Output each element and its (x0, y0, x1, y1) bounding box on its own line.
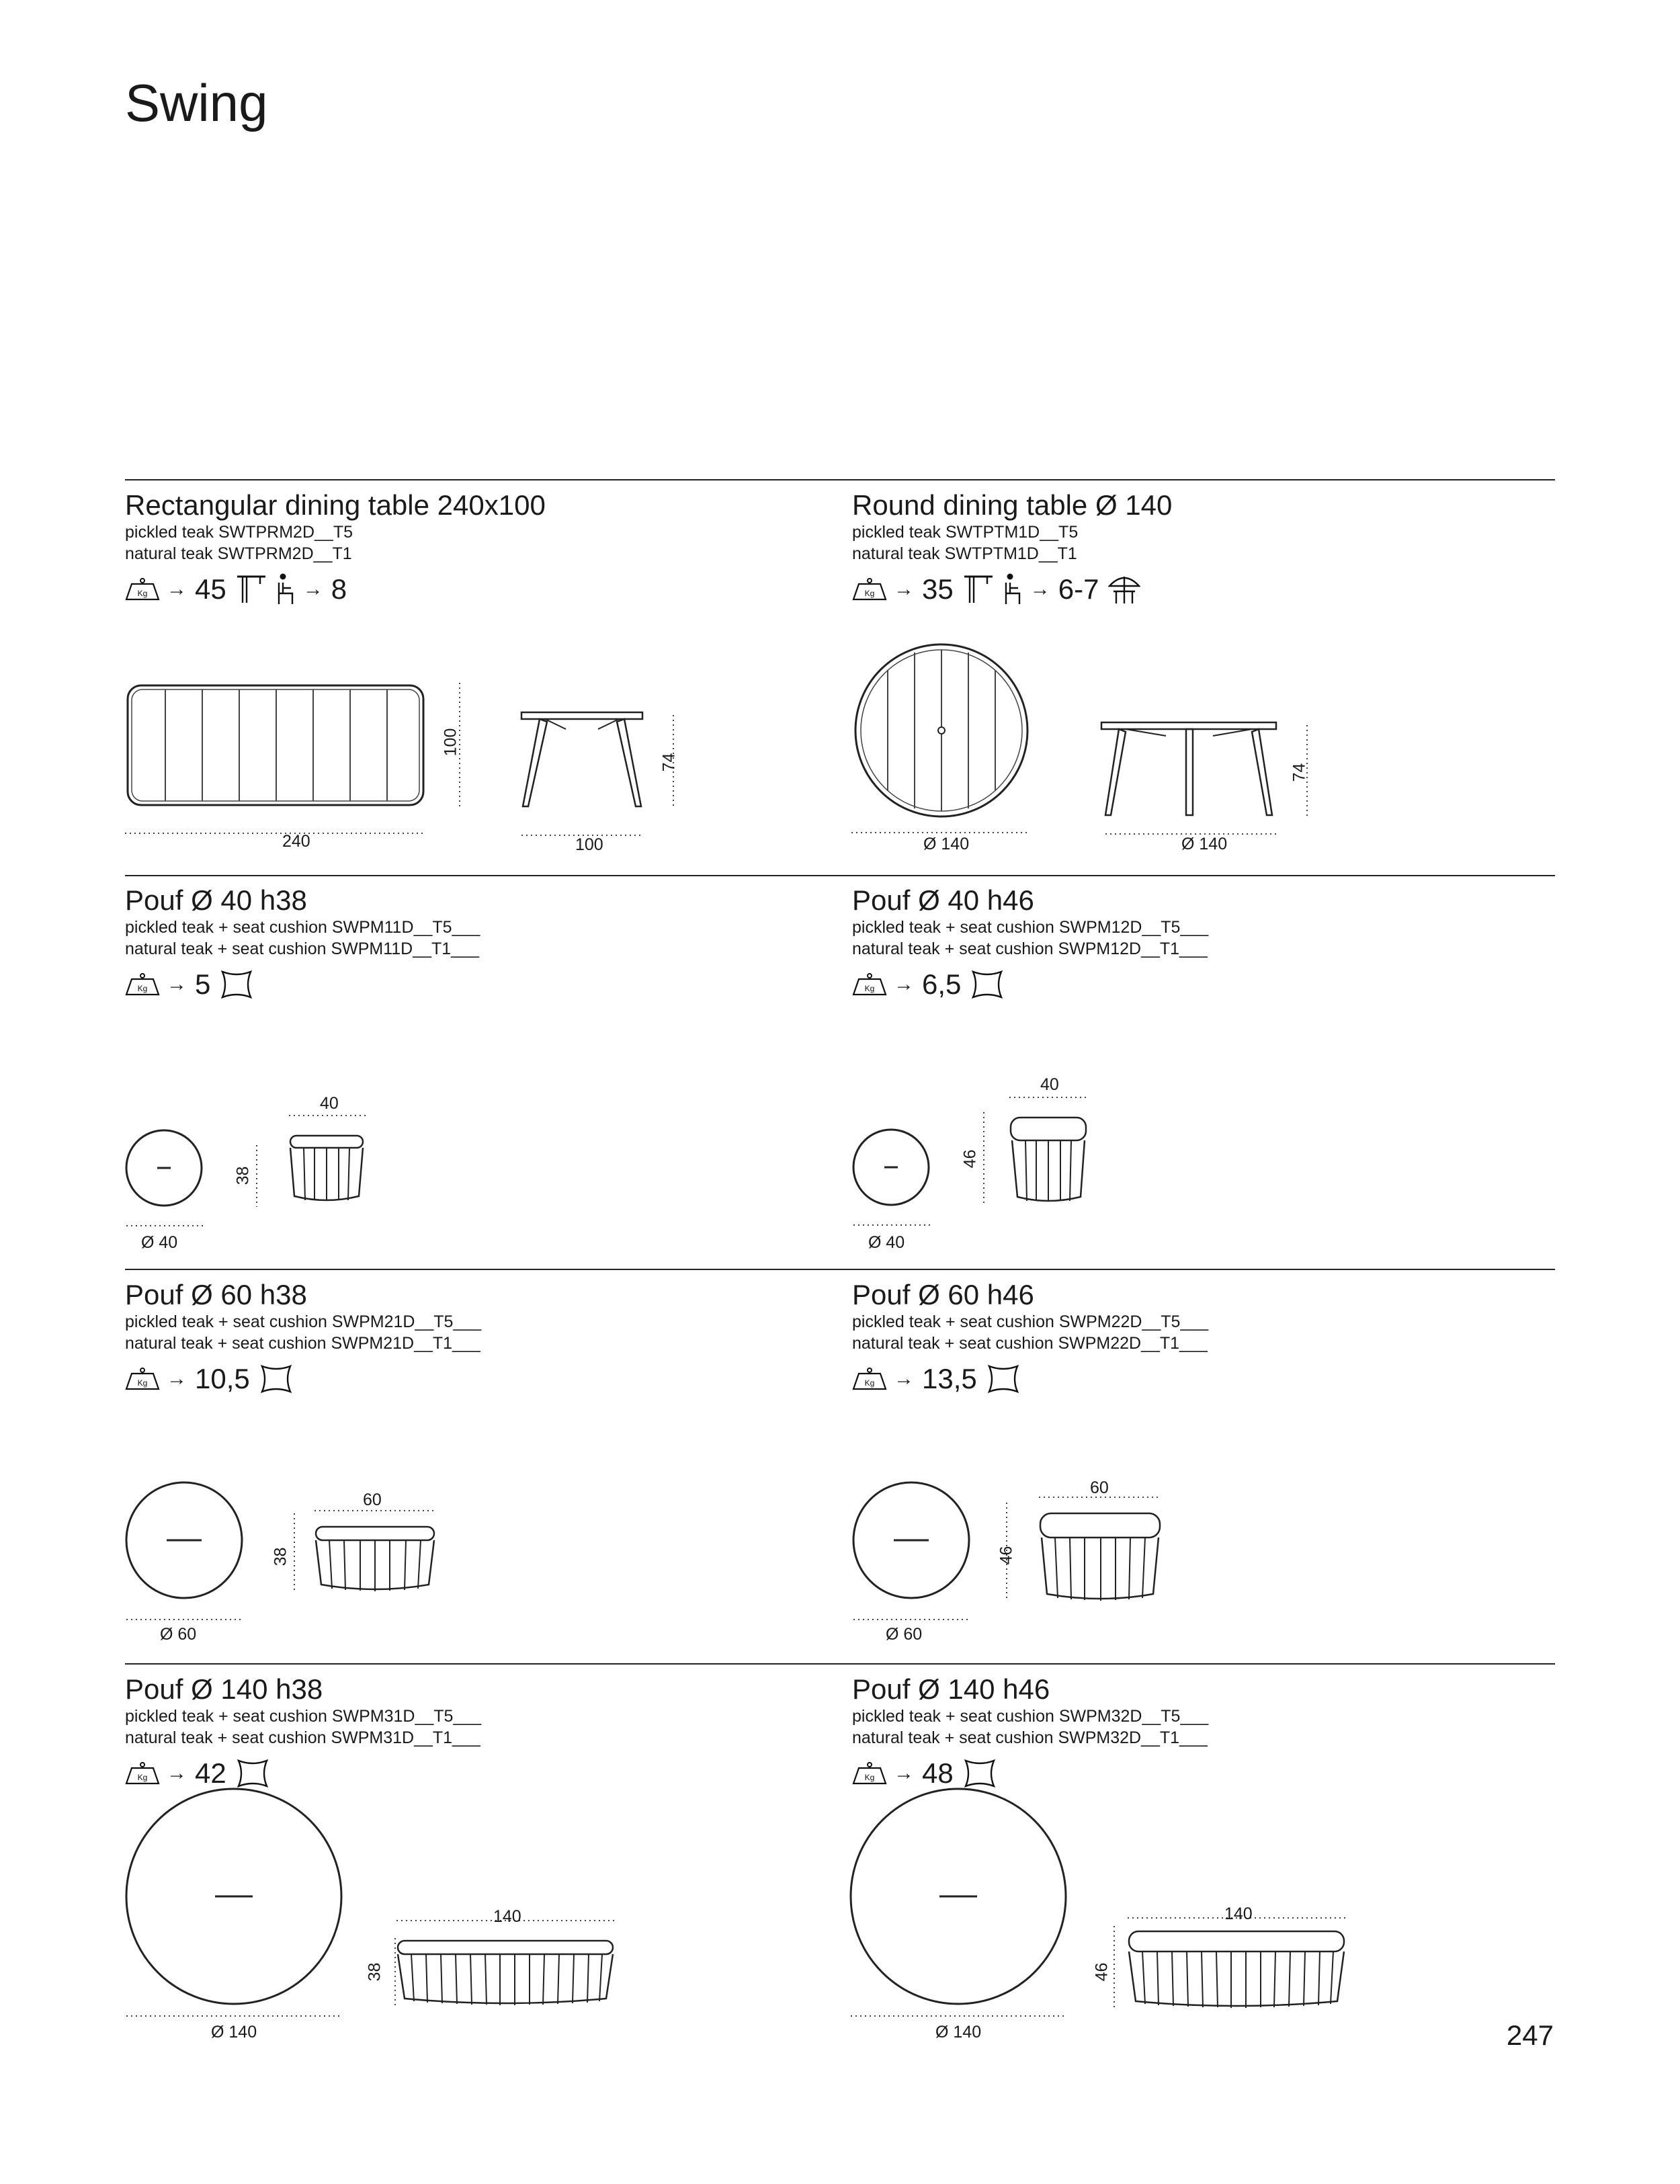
dim-height: 46 (960, 1149, 980, 1169)
product-title: Round dining table Ø 140 (852, 489, 1173, 521)
product-title: Rectangular dining table 240x100 (125, 489, 546, 521)
umbrella-hole-icon (1108, 574, 1140, 605)
variant-pickled: pickled teak SWTPTM1D__T5 (852, 523, 1079, 542)
variant-natural: natural teak SWTPRM2D__T1 (125, 544, 352, 563)
variant-natural: natural teak + seat cushion SWPM31D__T1___ (125, 1728, 480, 1747)
variant-pickled: pickled teak + seat cushion SWPM31D__T5___ (125, 1707, 482, 1726)
spec-row (125, 571, 824, 607)
technical-drawing-round-table (850, 642, 1320, 843)
arrow-icon: → (894, 1762, 914, 1784)
seated-person-icon (276, 573, 296, 605)
seats-value: 8 (331, 573, 347, 605)
product-pouf-140-h38 (125, 1673, 824, 1792)
cushion-icon (970, 969, 1004, 1000)
technical-drawing-rect-table (125, 672, 696, 847)
dim-diameter: Ø 60 (160, 1625, 197, 1644)
variant-natural: natural teak + seat cushion SWPM21D__T1___ (125, 1334, 480, 1353)
product-round-dining-table (852, 489, 1551, 607)
dim-height: 46 (997, 1546, 1016, 1565)
technical-drawing-pouf-40-h38 (125, 1102, 394, 1236)
product-title: Pouf Ø 40 h38 (125, 884, 307, 916)
product-title: Pouf Ø 140 h46 (852, 1673, 1050, 1705)
dim-diameter: Ø 40 (141, 1233, 178, 1252)
dim-elev-width: 60 (363, 1490, 382, 1509)
product-pouf-60-h46 (852, 1279, 1551, 1397)
dim-elev-diameter: Ø 140 (1181, 835, 1228, 853)
spec-row (852, 1755, 1551, 1792)
kg-weight-icon (125, 578, 160, 601)
kg-weight-icon (852, 1368, 887, 1390)
dim-elev-width: 40 (1040, 1075, 1059, 1094)
arrow-icon: → (894, 1368, 914, 1390)
product-pouf-60-h38 (125, 1279, 824, 1397)
product-title: Pouf Ø 60 h38 (125, 1279, 307, 1310)
kg-weight-icon (125, 1762, 160, 1785)
dim-height: 74 (659, 753, 679, 772)
kg-weight-icon (125, 1368, 160, 1390)
dim-height: 74 (1290, 763, 1309, 782)
variant-natural: natural teak SWTPTM1D__T1 (852, 544, 1077, 563)
arrow-icon: → (167, 578, 187, 600)
dim-elev-width: 140 (493, 1907, 521, 1926)
spec-row (852, 966, 1551, 1003)
dim-height: 38 (365, 1962, 384, 1982)
variant-natural: natural teak + seat cushion SWPM32D__T1___ (852, 1728, 1208, 1747)
divider (125, 1269, 1555, 1270)
kg-weight-icon (852, 973, 887, 996)
dim-height: 46 (1092, 1962, 1111, 1982)
variant-pickled: pickled teak + seat cushion SWPM11D__T5___ (125, 918, 480, 937)
spec-row (125, 1361, 824, 1397)
variant-pickled: pickled teak + seat cushion SWPM32D__T5___ (852, 1707, 1209, 1726)
product-title: Pouf Ø 40 h46 (852, 884, 1034, 916)
dim-elev-width: 140 (1224, 1904, 1253, 1923)
cushion-icon (986, 1363, 1020, 1394)
variant-natural: natural teak + seat cushion SWPM12D__T1___ (852, 939, 1208, 958)
dim-height: 38 (233, 1166, 253, 1185)
spec-row (852, 571, 1551, 607)
weight-value: 42 (195, 1757, 226, 1789)
arrow-icon: → (894, 973, 914, 995)
technical-drawing-pouf-40-h46 (852, 1085, 1121, 1240)
dim-diameter: Ø 140 (935, 2023, 982, 2042)
variant-pickled: pickled teak + seat cushion SWPM22D__T5___ (852, 1312, 1209, 1331)
variant-pickled: pickled teak + seat cushion SWPM21D__T5___ (125, 1312, 482, 1331)
cushion-icon (236, 1758, 269, 1789)
arrow-icon: → (894, 578, 914, 600)
arrow-icon: → (302, 578, 323, 600)
technical-drawing-pouf-60-h46 (852, 1478, 1188, 1633)
dim-elev-width: 100 (575, 835, 603, 854)
technical-drawing-pouf-140-h46 (848, 1788, 1359, 2036)
weight-value: 13,5 (922, 1363, 977, 1394)
arrow-icon: → (167, 1762, 187, 1784)
weight-value: 35 (922, 573, 954, 605)
divider (125, 479, 1555, 480)
page-number: 247 (1506, 2019, 1554, 2051)
cushion-icon (259, 1363, 293, 1394)
divider (125, 1663, 1555, 1665)
dim-diameter: Ø 140 (211, 2023, 257, 2042)
seated-person-icon (1003, 573, 1023, 605)
dim-height: 38 (271, 1547, 290, 1566)
variant-pickled: pickled teak + seat cushion SWPM12D__T5___ (852, 918, 1209, 937)
table-base-icon (963, 575, 994, 604)
dim-diameter: Ø 40 (868, 1233, 905, 1252)
dim-width: 240 (282, 832, 310, 851)
product-pouf-40-h46 (852, 884, 1551, 1003)
dim-depth: 100 (441, 728, 460, 757)
variant-natural: natural teak + seat cushion SWPM11D__T1___ (125, 939, 479, 958)
arrow-icon: → (167, 1368, 187, 1390)
product-pouf-140-h46 (852, 1673, 1551, 1792)
spec-row (125, 966, 824, 1003)
weight-value: 48 (922, 1757, 954, 1789)
dim-diameter: Ø 140 (923, 835, 970, 853)
page-title: Swing (125, 73, 268, 132)
variant-natural: natural teak + seat cushion SWPM22D__T1___ (852, 1334, 1208, 1353)
dim-diameter: Ø 60 (886, 1625, 923, 1644)
kg-weight-icon (852, 578, 887, 601)
kg-weight-icon (125, 973, 160, 996)
product-pouf-40-h38 (125, 884, 824, 1003)
product-rectangular-dining-table (125, 489, 824, 607)
cushion-icon (220, 969, 253, 1000)
weight-value: 6,5 (922, 968, 962, 1000)
weight-value: 10,5 (195, 1363, 250, 1394)
spec-row (852, 1361, 1551, 1397)
arrow-icon: → (1030, 578, 1050, 600)
product-title: Pouf Ø 60 h46 (852, 1279, 1034, 1310)
dim-elev-width: 60 (1090, 1478, 1109, 1497)
cushion-icon (963, 1758, 997, 1789)
arrow-icon: → (167, 973, 187, 995)
spec-row (125, 1755, 824, 1792)
variant-pickled: pickled teak SWTPRM2D__T5 (125, 523, 353, 542)
divider (125, 875, 1555, 876)
dim-elev-width: 40 (320, 1094, 339, 1113)
product-title: Pouf Ø 140 h38 (125, 1673, 323, 1705)
technical-drawing-pouf-60-h38 (125, 1478, 461, 1633)
table-base-icon (236, 575, 267, 604)
weight-value: 5 (195, 968, 211, 1000)
technical-drawing-pouf-140-h38 (125, 1788, 636, 2036)
weight-value: 45 (195, 573, 226, 605)
seats-value: 6-7 (1058, 573, 1099, 605)
kg-weight-icon (852, 1762, 887, 1785)
